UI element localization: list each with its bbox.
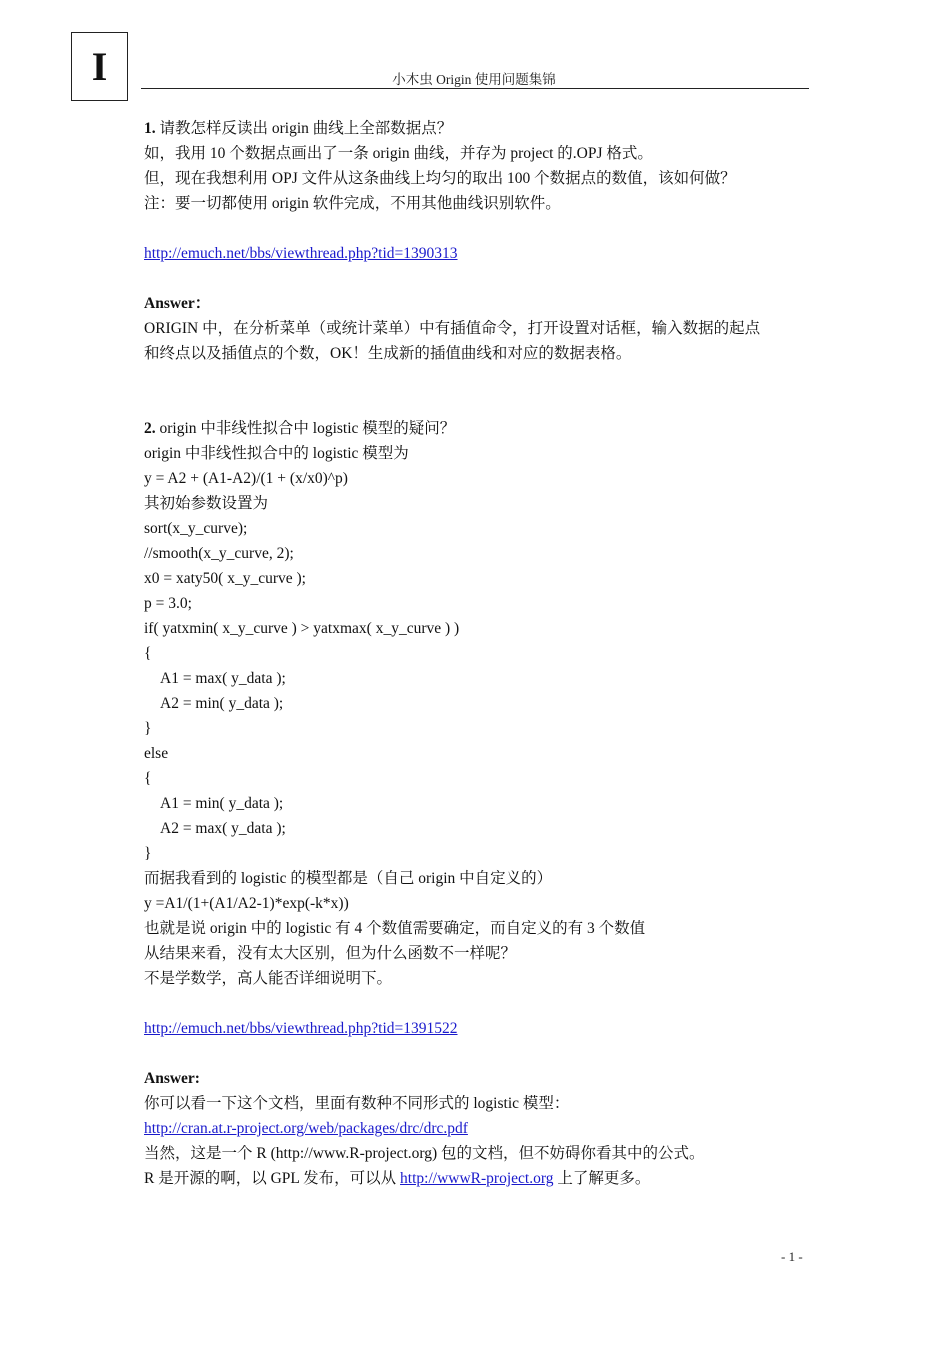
question-1-body-line: 但，现在我想利用 OPJ 文件从这条曲线上均匀的取出 100 个数据点的数值，该如何做？ [144,170,736,187]
question-2-body-line: 也就是说 origin 中的 logistic 有 4 个数值需要确定，而自定义的有 3 个数值 [144,920,646,937]
page-number: - 1 - [781,1249,803,1264]
question-2-body-line: 从结果来看，没有太大区别，但为什么函数不一样呢？ [144,945,517,962]
code-line: { [144,770,152,787]
header-title: 小木虫 Origin 使用问题集锦 [392,72,556,87]
code-line: p = 3.0; [144,595,192,612]
question-2-body-line: 不是学数学，高人能否详细说明下。 [144,970,393,987]
question-2-body-line: 其初始参数设置为 [144,495,269,512]
code-line: A2 = min( y_data ); [160,695,284,712]
question-2-body-line: 而据我看到的 logistic 的模型都是（自己 origin 中自定义的） [144,870,553,887]
answer-2-text: 上了解更多。 [553,1170,651,1187]
r-project-link[interactable]: http://wwwR-project.org [400,1170,554,1187]
answer-2-line: 当然，这是一个 R (http://www.R-project.org) 包的文档，但不妨碍你看其中的公式。 [144,1145,705,1162]
question-2-source-link[interactable]: http://emuch.net/bbs/viewthread.php?tid=1391522 [144,1020,458,1037]
answer-1-line: 和终点以及插值点的个数，OK！生成新的插值曲线和对应的数据表格。 [144,345,632,362]
chapter-mark: I [71,32,128,101]
question-2-formula: y =A1/(1+(A1/A2-1)*exp(-k*x)) [144,895,349,912]
code-line: A1 = min( y_data ); [160,795,284,812]
code-line: sort(x_y_curve); [144,520,248,537]
answer-2-text: R 是开源的啊，以 GPL 发布，可以从 [144,1170,401,1187]
code-line: else [144,745,169,762]
question-1-source-link[interactable]: http://emuch.net/bbs/viewthread.php?tid=1390313 [144,245,458,262]
question-2-title-text: origin 中非线性拟合中 logistic 模型的疑问？ [155,420,456,437]
answer-2-line [144,1166,812,1191]
answer-1-line: ORIGIN 中，在分析菜单（或统计菜单）中有插值命令，打开设置对话框，输入数据的起点 [144,320,761,337]
answer-1-label: Answer： [144,295,211,312]
code-line: //smooth(x_y_curve, 2); [144,545,294,562]
code-line: x0 = xaty50( x_y_curve ); [144,570,306,587]
question-1-number: 1. [144,120,156,137]
code-line: { [144,645,152,662]
code-line: } [144,845,152,862]
question-1-body-line: 注：要一切都使用 origin 软件完成，不用其他曲线识别软件。 [144,195,561,212]
answer-2-line: 你可以看一下这个文档，里面有数种不同形式的 logistic 模型： [144,1095,570,1112]
code-line: A2 = max( y_data ); [160,820,286,837]
document-body [144,116,812,1191]
question-1-title-text: 请教怎样反读出 origin 曲线上全部数据点？ [155,120,453,137]
question-2-body-line: origin 中非线性拟合中的 logistic 模型为 [144,445,409,462]
question-2-title [144,416,812,441]
question-2-formula: y = A2 + (A1-A2)/(1 + (x/x0)^p) [144,470,348,487]
code-line: } [144,720,152,737]
question-1-title [144,116,812,141]
code-line: A1 = max( y_data ); [160,670,286,687]
question-1-body-line: 如，我用 10 个数据点画出了一条 origin 曲线，并存为 project 的.OPJ 格式。 [144,145,653,162]
answer-2-label: Answer: [144,1070,200,1087]
header-rule [141,88,809,89]
drc-pdf-link[interactable]: http://cran.at.r-project.org/web/packages/drc/drc.pdf [144,1120,468,1137]
code-line: if( yatxmin( x_y_curve ) > yatxmax( x_y_curve ) ) [144,620,460,637]
question-2-number: 2. [144,420,156,437]
